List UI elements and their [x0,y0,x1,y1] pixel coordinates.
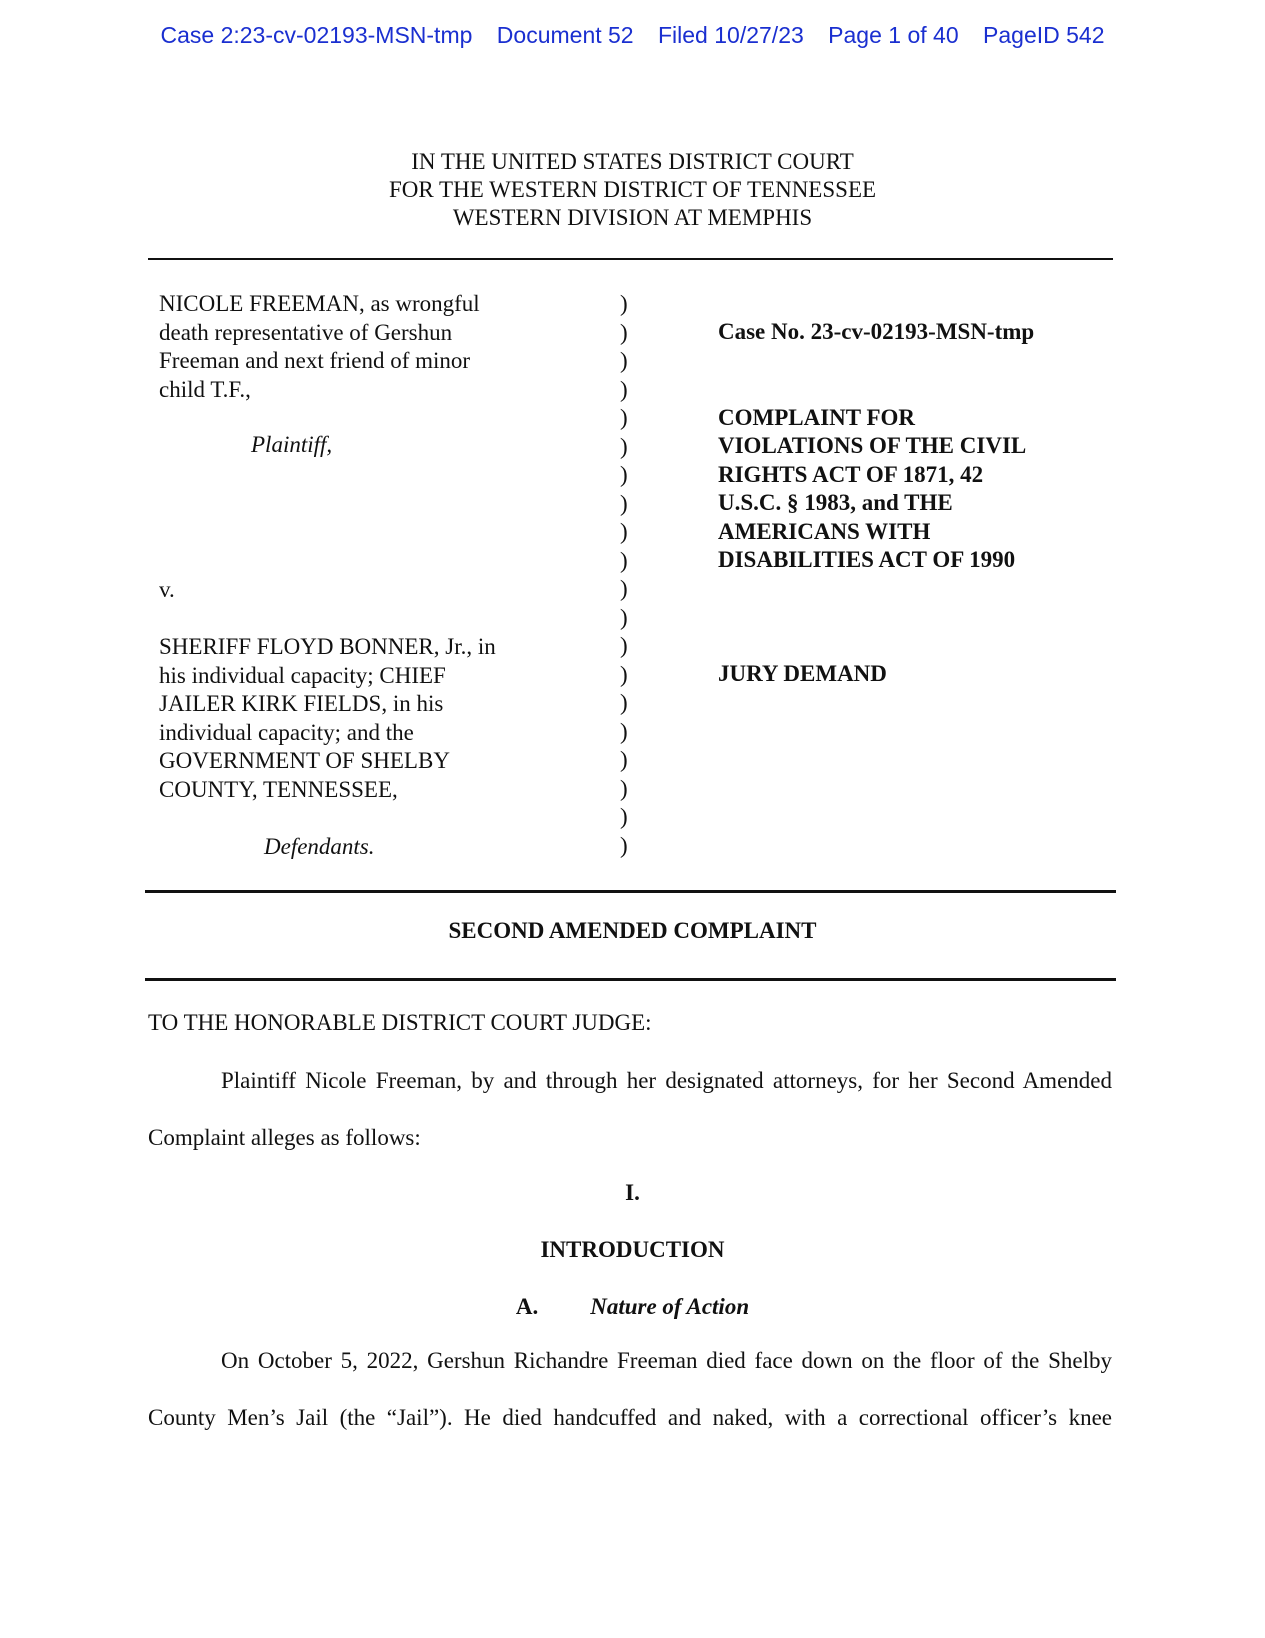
court-heading-line: WESTERN DIVISION AT MEMPHIS [452,205,813,230]
caption-top-divider [148,258,1113,260]
caption-paren: ) [620,348,628,373]
caption-paren: ) [620,291,628,316]
caption-paren: ) [620,747,628,772]
versus: v. [159,576,175,602]
caption-paren: ) [620,519,628,544]
title-bottom-divider [145,978,1116,981]
caption-paren: ) [620,462,628,487]
defendant-name-line: individual capacity; and the [159,719,414,745]
caption-paren: ) [620,775,628,801]
defendant-name-line: COUNTY, TENNESSEE, [159,776,398,802]
case-number: Case No. 23-cv-02193-MSN-tmp [718,319,1035,344]
plaintiff-name-line: child T.F., [159,376,251,402]
subsection-letter: A. [515,1294,539,1319]
stamp-page-id: PageID 542 [983,22,1105,48]
title-top-divider [145,890,1116,893]
body-paragraph: On October 5, 2022, Gershun Richandre Freeman died face down on the floor of the Shelby County Men’s Jail (the “Jail”). He died handcuffed and naked, with a correctional officer’s knee [148,1348,1112,1430]
defendant-name-line: his individual capacity; CHIEF [159,662,446,688]
caption-paren: ) [620,433,628,459]
defendant-name-line: GOVERNMENT OF SHELBY [159,748,450,773]
complaint-description-line: DISABILITIES ACT OF 1990 [718,547,1016,572]
caption-paren: ) [620,661,628,687]
caption-paren: ) [620,718,628,744]
stamp-filed-date: Filed 10/27/23 [658,22,804,48]
stamp-case-number: Case 2:23-cv-02193-MSN-tmp [160,22,473,48]
section-number: I. [625,1180,640,1205]
caption-paren-column [620,290,628,860]
court-heading-line: FOR THE WESTERN DISTRICT OF TENNESSEE [388,177,877,202]
complaint-description-line: RIGHTS ACT OF 1871, 42 [718,461,984,487]
caption-paren: ) [620,547,628,573]
complaint-description [718,404,1118,575]
stamp-document-number: Document 52 [496,22,634,48]
section-title: INTRODUCTION [540,1237,725,1262]
complaint-description-line: COMPLAINT FOR [718,404,915,430]
jury-demand: JURY DEMAND [718,660,887,686]
caption-paren: ) [620,376,628,402]
subsection-title: Nature of Action [590,1294,750,1319]
plaintiff-name-line: Freeman and next friend of minor [159,348,471,373]
defendant-name-line: SHERIFF FLOYD BONNER, Jr., in [159,634,496,659]
caption-paren: ) [620,405,628,430]
caption-paren: ) [620,633,628,658]
court-heading-line: IN THE UNITED STATES DISTRICT COURT [411,149,854,174]
court-heading [0,148,1265,232]
caption-paren: ) [620,319,628,345]
complaint-description-line: AMERICANS WITH [718,518,931,544]
caption-paren: ) [620,576,628,601]
complaint-description-line: VIOLATIONS OF THE CIVIL [718,433,1027,458]
caption-parties [159,290,579,862]
stamp-page-count: Page 1 of 40 [828,22,959,48]
caption-paren: ) [620,604,628,630]
caption-case-info [718,318,1118,688]
complaint-description-line: U.S.C. § 1983, and THE [718,490,953,515]
defendant-name-line: JAILER KIRK FIELDS, in his [159,691,444,716]
subsection-heading [0,1294,1265,1320]
intro-paragraph: Plaintiff Nicole Freeman, by and through her designated attorneys, for her Second Amended Complaint alleges as follows: [148,1068,1112,1150]
filing-stamp [0,22,1265,49]
caption-paren: ) [620,832,628,858]
defendant-role: Defendants. [264,834,375,859]
plaintiff-role: Plaintiff, [251,432,333,457]
defendants-block [159,633,579,804]
document-title: SECOND AMENDED COMPLAINT [448,918,817,943]
caption-paren: ) [620,804,628,829]
caption-paren: ) [620,690,628,715]
plaintiff-name-line: death representative of Gershun [159,319,453,345]
caption-paren: ) [620,490,628,516]
salutation: TO THE HONORABLE DISTRICT COURT JUDGE: [148,1010,652,1035]
plaintiff-name-line: NICOLE FREEMAN, as wrongful [159,291,480,316]
